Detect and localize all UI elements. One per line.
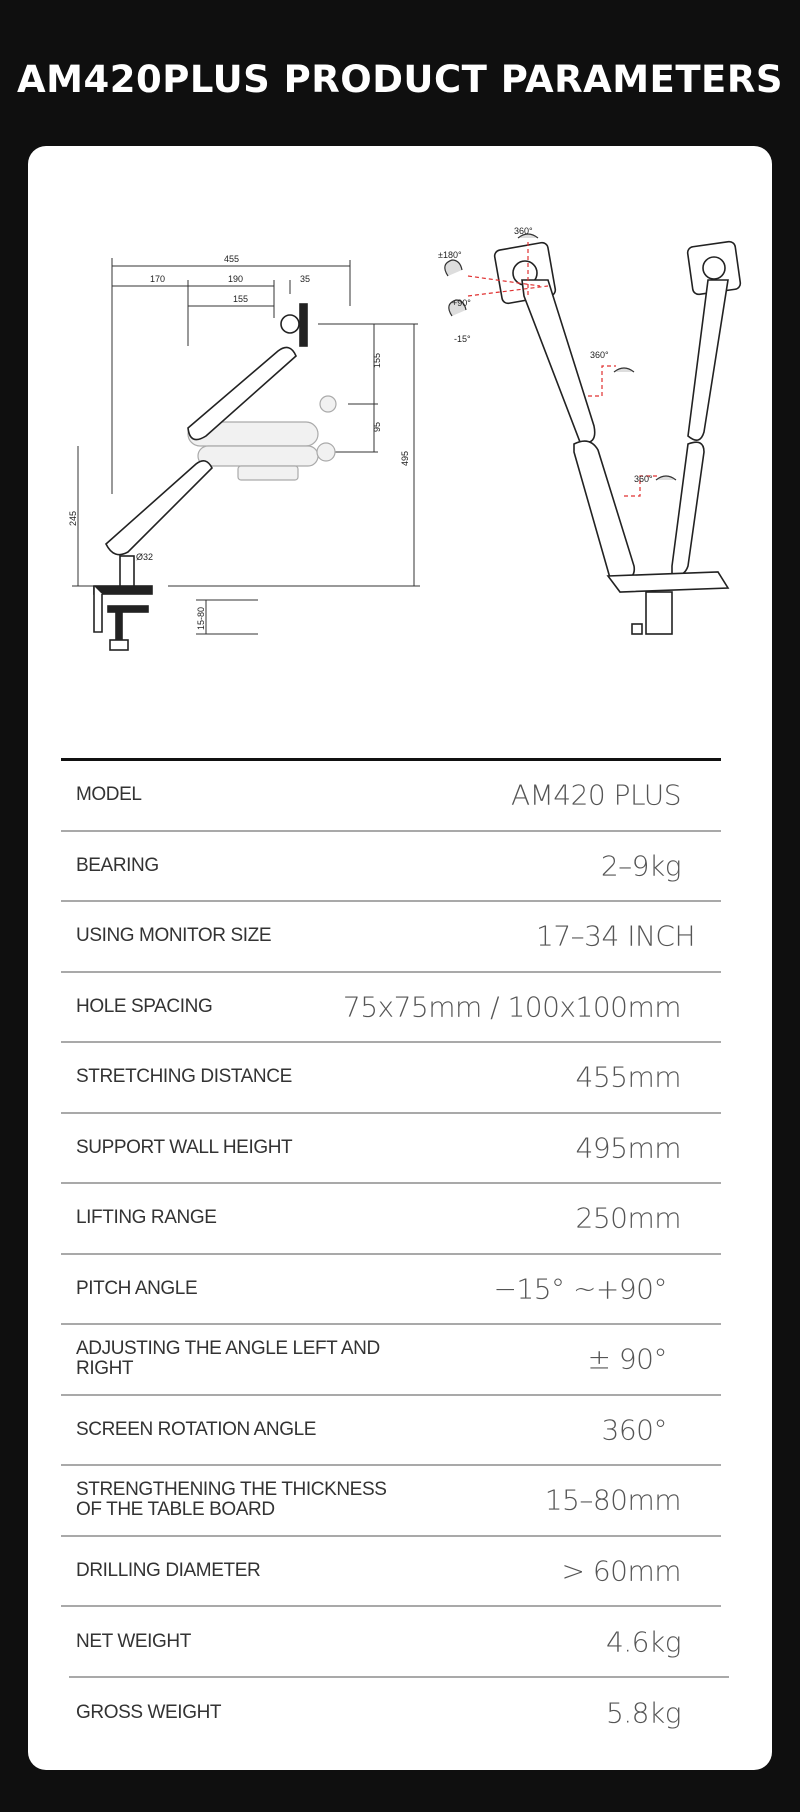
spec-label: HOLE SPACING [76,995,213,1017]
spec-row-left-right-angle [61,1325,721,1396]
spec-value: 250mm [575,1201,681,1235]
angle-360-mid: 360° [590,350,609,360]
spec-row-table-thickness [61,1466,721,1537]
angle-360-top: 360° [514,226,533,236]
spec-value: AM420 PLUS [510,778,681,812]
parameters-card [28,146,772,1770]
angle-360-low: 360° [634,474,653,484]
spec-label: STRENGTHENING THE THICKNESS OF THE TABLE BOARD [76,1479,387,1521]
spec-row-support-height [61,1114,721,1185]
spec-label: PITCH ANGLE [76,1277,198,1299]
spec-value: ± 90° [587,1342,667,1376]
spec-table [61,758,721,1748]
spec-row-rotation-angle [61,1396,721,1467]
page-header [0,0,800,146]
spec-label: LIFTING RANGE [76,1207,217,1229]
spec-label: NET WEIGHT [76,1631,191,1653]
spec-row-drilling-diameter [61,1537,721,1608]
dim-35: 35 [300,274,311,284]
dim-32: Ø32 [136,552,154,562]
angle-180: ±180° [438,250,462,260]
dim-15-80: 15-80 [196,606,206,630]
spec-value: 2–9kg [600,849,681,883]
spec-label: DRILLING DIAMETER [76,1559,261,1581]
spec-value: 495mm [575,1131,681,1165]
dim-170: 170 [150,274,166,284]
spec-label: BEARING [76,854,159,876]
spec-row-pitch-angle [61,1255,721,1326]
spec-label: GROSS WEIGHT [76,1701,222,1723]
spec-label: ADJUSTING THE ANGLE LEFT AND RIGHT [76,1338,380,1380]
spec-value: 360° [601,1413,667,1447]
page-title: AM420PLUS PRODUCT PARAMETERS [17,58,783,101]
angle-minus-15: -15° [454,334,471,344]
spec-row-gross-weight [61,1678,721,1749]
spec-row-bearing [61,832,721,903]
dual-arm-drawing [494,241,741,634]
spec-value: 15–80mm [544,1483,681,1517]
dim-155-top: 155 [233,294,249,304]
spec-label: MODEL [76,784,142,806]
spec-value: 75x75mm / 100x100mm [342,990,681,1024]
svg-text:455: 455 [224,254,240,264]
spec-label: STRETCHING DISTANCE [76,1066,292,1088]
angle-plus-90: +90° [452,298,471,308]
spec-value: 17–34 INCH [536,919,695,953]
spec-row-stretching-distance [61,1043,721,1114]
spec-row-lifting-range [61,1184,721,1255]
dim-495: 495 [400,450,410,466]
dim-95: 95 [372,421,382,432]
spec-label: USING MONITOR SIZE [76,925,272,947]
dim-245: 245 [68,510,78,526]
spec-row-monitor-size [61,902,721,973]
spec-row-net-weight [61,1607,721,1678]
spec-row-model [61,761,721,832]
spec-value: 5.8kg [605,1696,681,1730]
spec-label: SCREEN ROTATION ANGLE [76,1418,317,1440]
dim-190: 190 [228,274,244,284]
spec-label: SUPPORT WALL HEIGHT [76,1136,293,1158]
dim-155: 155 [372,352,382,368]
spec-row-hole-spacing [61,973,721,1044]
spec-value: 4.6kg [605,1625,681,1659]
product-dimension-diagram [28,146,772,706]
spec-value: > 60mm [561,1554,681,1588]
spec-value: −15° ~+90° [493,1272,667,1306]
spec-value: 455mm [575,1060,681,1094]
